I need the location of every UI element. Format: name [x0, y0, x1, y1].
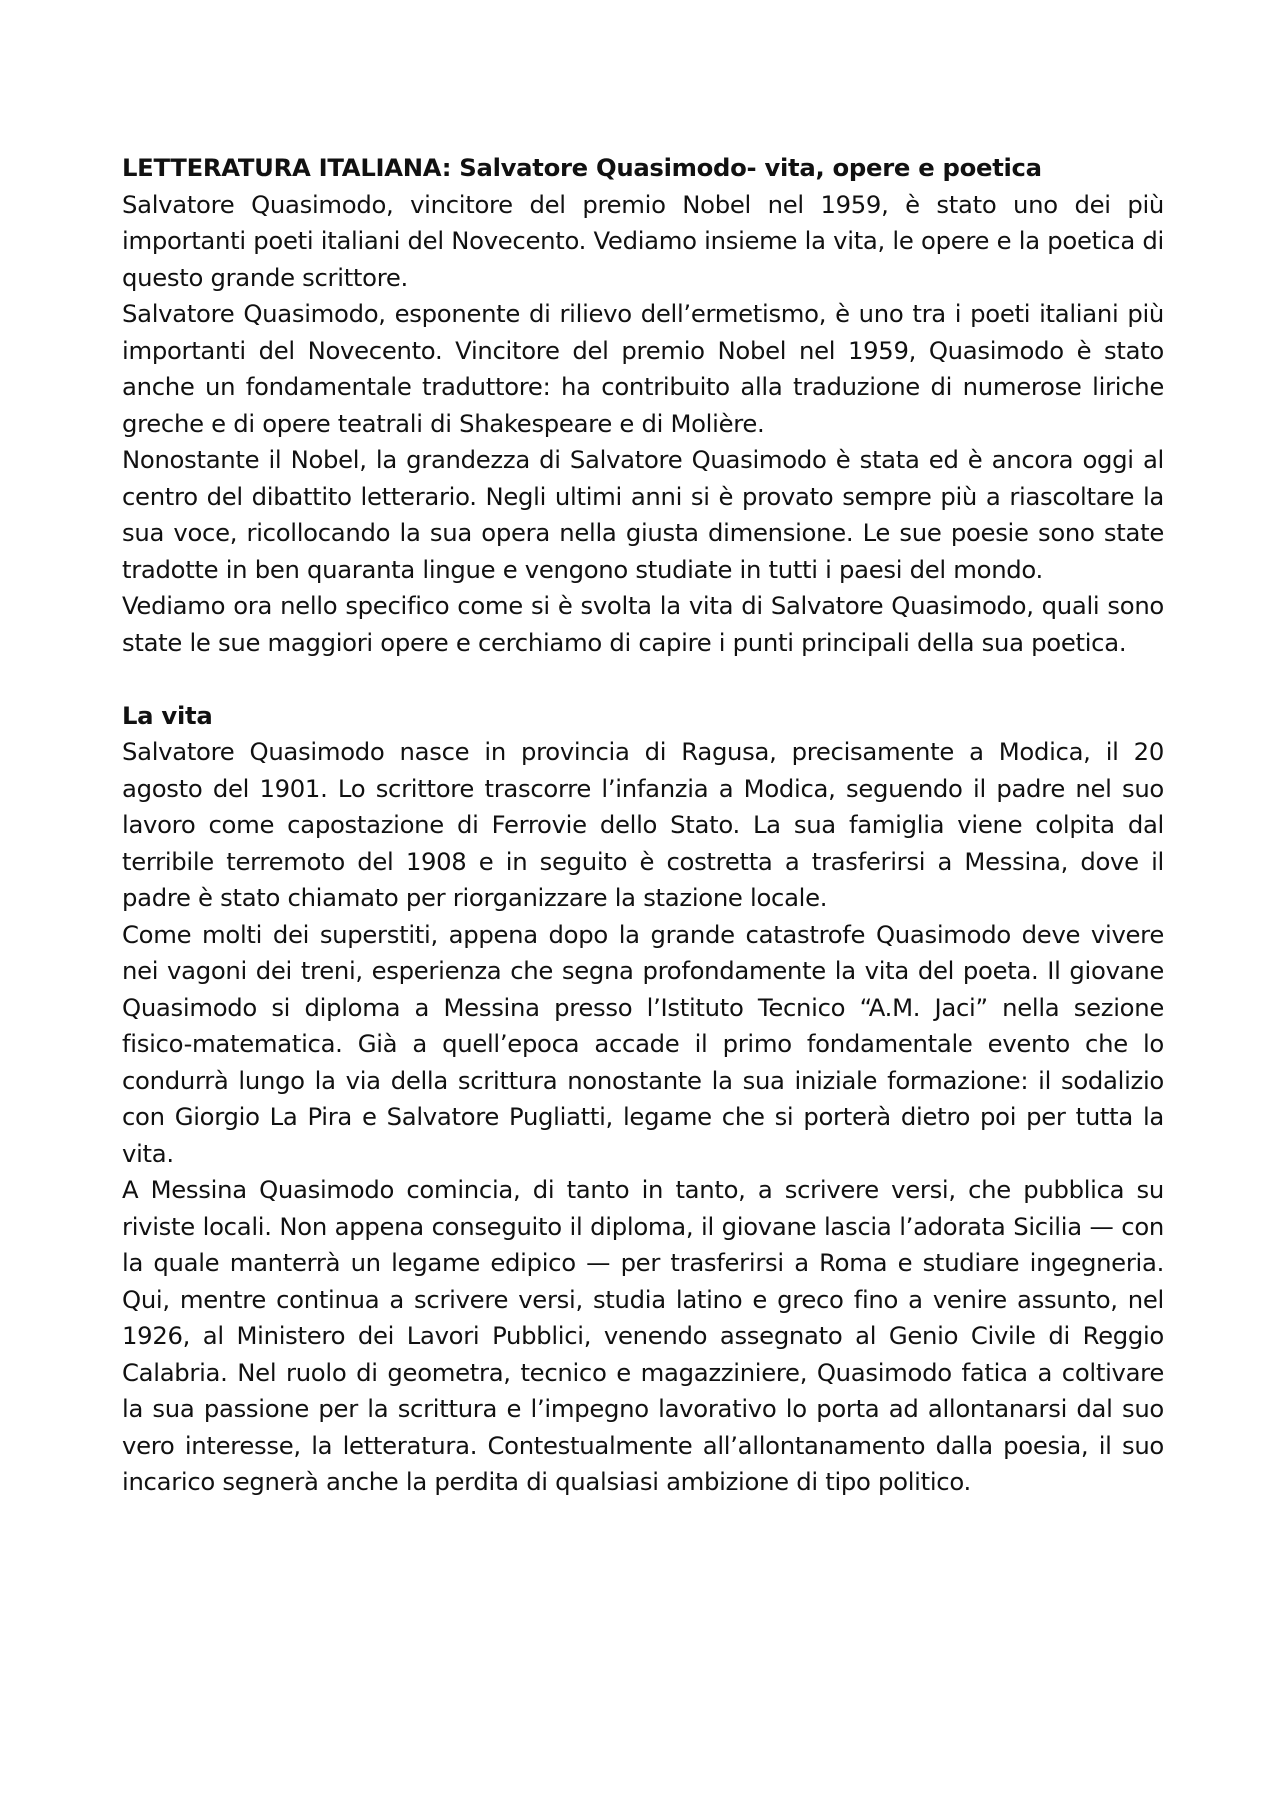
intro-paragraph: Vediamo ora nello specifico come si è svolta la vita di Salvatore Quasimodo, quali sono state le sue maggiori opere e cerchiamo di capire i punti principali della sua poetica. [122, 591, 1164, 657]
vita-paragraph: Salvatore Quasimodo nasce in provincia di Ragusa, precisamente a Modica, il 20 agosto del 1901. Lo scrittore trascorre l’infanzia a Modica, seguendo il padre nel suo lavoro come capostazione di Ferrovie dello Stato. La sua famiglia viene colpita dal terribile terremoto del 1908 e in seguito è costretta a trasferirsi a Messina, dove il padre è stato chiamato per riorganizzare la stazione locale. [122, 737, 1164, 912]
intro-paragraph: Salvatore Quasimodo, vincitore del premio Nobel nel 1959, è stato uno dei più importanti poeti italiani del Novecento. Vediamo insieme la vita, le opere e la poetica di questo grande scrittore. [122, 189, 1164, 292]
document-title: LETTERATURA ITALIANA: Salvatore Quasimodo- vita, opere e poetica [122, 153, 1042, 182]
intro-paragraph: Nonostante il Nobel, la grandezza di Salvatore Quasimodo è stata ed è ancora oggi al centro del dibattito letterario. Negli ultimi anni si è provato sempre più a riascoltare la sua voce, ricollocando la sua opera nella giusta dimensione. Le sue poesie sono state tradotte in ben quaranta lingue e vengono studiate in tutti i paesi del mondo. [122, 445, 1164, 584]
document-page [122, 150, 1164, 1501]
vita-paragraph: Come molti dei superstiti, appena dopo la grande catastrofe Quasimodo deve vivere nei vagoni dei treni, esperienza che segna profondamente la vita del poeta. Il giovane Quasimodo si diploma a Messina presso l’Istituto Tecnico “A.M. Jaci” nella sezione fisico-matematica. Già a quell’epoca accade il primo fondamentale evento che lo condurrà lungo la via della scrittura nonostante la sua iniziale formazione: il sodalizio con Giorgio La Pira e Salvatore Pugliatti, legame che si porterà dietro poi per tutta la vita. [122, 919, 1164, 1168]
intro-paragraph: Salvatore Quasimodo, esponente di rilievo dell’ermetismo, è uno tra i poeti italiani più importanti del Novecento. Vincitore del premio Nobel nel 1959, Quasimodo è stato anche un fondamentale traduttore: ha contribuito alla traduzione di numerose liriche greche e di opere teatrali di Shakespeare e di Molière. [122, 299, 1164, 438]
vita-paragraph: A Messina Quasimodo comincia, di tanto in tanto, a scrivere versi, che pubblica su riviste locali. Non appena conseguito il diploma, il giovane lascia l’adorata Sicilia — con la quale manterrà un legame edipico — per trasferirsi a Roma e studiare ingegneria. Qui, mentre continua a scrivere versi, studia latino e greco fino a venire assunto, nel 1926, al Ministero dei Lavori Pubblici, venendo assegnato al Genio Civile di Reggio Calabria. Nel ruolo di geometra, tecnico e magazziniere, Quasimodo fatica a coltivare la sua passione per la scrittura e l’impegno lavorativo lo porta ad allontanarsi dal suo vero interesse, la letteratura. Contestualmente all’allontanamento dalla poesia, il suo incarico segnerà anche la perdita di qualsiasi ambizione di tipo politico. [122, 1175, 1164, 1496]
section-heading-vita: La vita [122, 700, 213, 730]
